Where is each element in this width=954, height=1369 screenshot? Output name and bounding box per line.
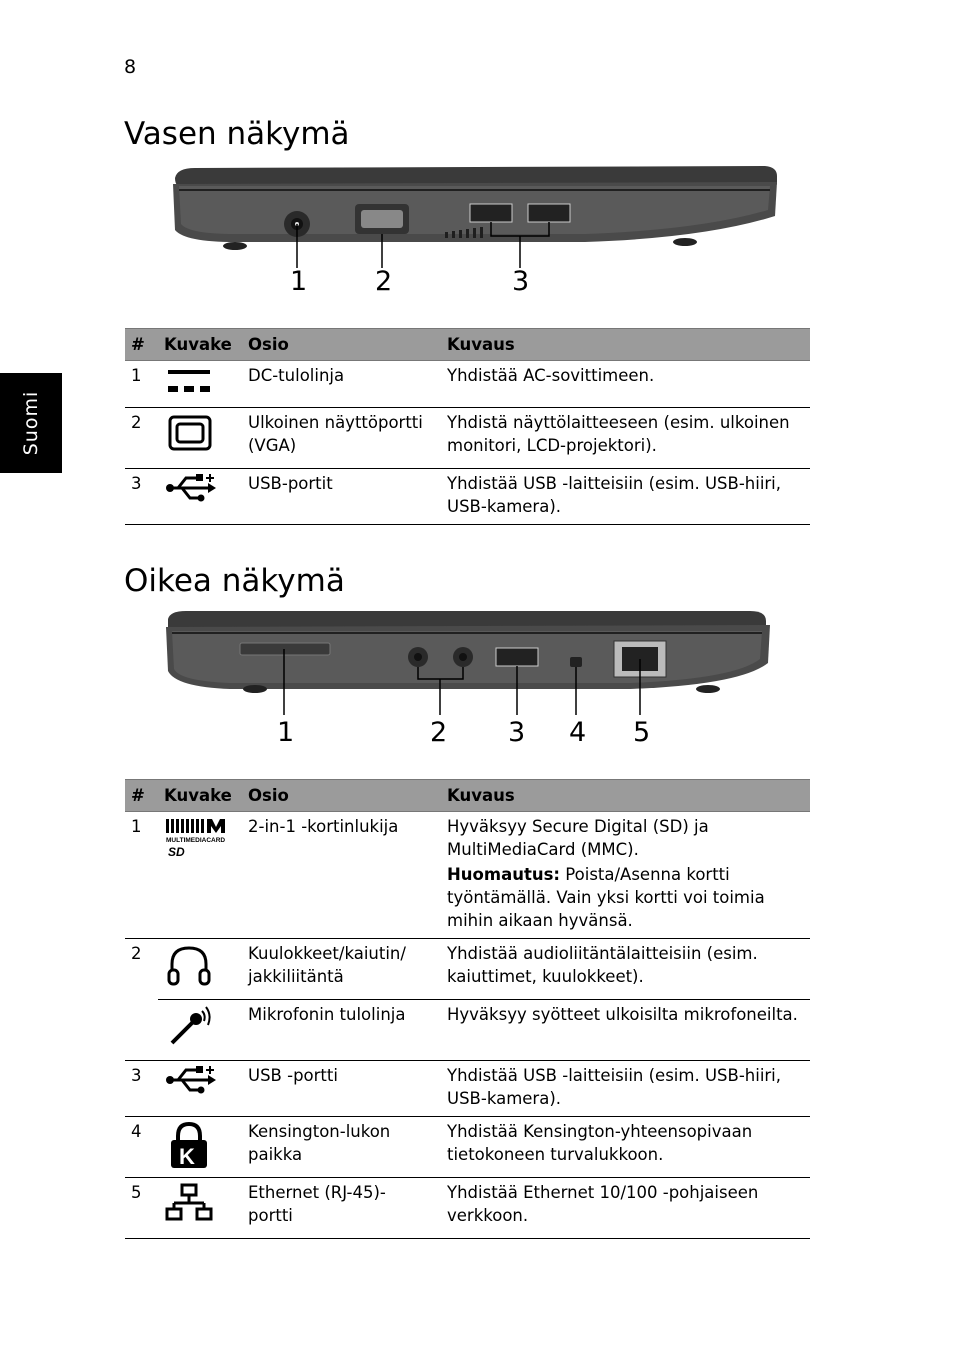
language-tab-label: Suomi bbox=[20, 390, 42, 456]
row-description: Hyväksyy syötteet ulkoisilta mikrofoneilta. bbox=[441, 1000, 810, 1061]
right-view-laptop-figure bbox=[160, 605, 775, 755]
col-header-section: Osio bbox=[242, 329, 441, 361]
row-description: Yhdistää AC-sovittimeen. bbox=[441, 361, 810, 408]
right-callout-2: 2 bbox=[430, 717, 448, 748]
dc-in-icon bbox=[158, 361, 242, 408]
row-number: 3 bbox=[125, 1061, 158, 1117]
table-row bbox=[125, 361, 810, 408]
table-row bbox=[125, 1117, 810, 1178]
kensington-lock-icon bbox=[158, 1117, 242, 1178]
row-description-cell bbox=[441, 812, 810, 939]
row-description: Yhdistää Ethernet 10/100 -pohjaiseen verkkoon. bbox=[441, 1178, 810, 1239]
sd-logo-text: SD bbox=[168, 845, 185, 859]
ethernet-icon bbox=[158, 1178, 242, 1239]
note-label: Huomautus: bbox=[447, 865, 561, 884]
col-header-icon: Kuvake bbox=[158, 329, 242, 361]
row-section: Ethernet (RJ-45)- portti bbox=[242, 1178, 441, 1239]
row-section: USB-portit bbox=[242, 469, 441, 525]
row-description: Yhdistää USB -laitteisiin (esim. USB-hiiri, USB-kamera). bbox=[441, 1061, 810, 1117]
row-description: Yhdistää Kensington-yhteensopivaan tietokoneen turvalukkoon. bbox=[441, 1117, 810, 1178]
right-callout-1: 1 bbox=[277, 717, 295, 748]
table-header-row bbox=[125, 329, 810, 361]
table-row bbox=[125, 469, 810, 525]
row-number: 4 bbox=[125, 1117, 158, 1178]
usb-icon bbox=[158, 1061, 242, 1117]
table-row bbox=[125, 939, 810, 1000]
row-note bbox=[447, 863, 804, 932]
right-callout-4: 4 bbox=[569, 717, 587, 748]
row-section: Kuulokkeet/kaiutin/ jakkiliitäntä bbox=[242, 939, 441, 1000]
language-tab bbox=[0, 373, 62, 473]
row-section: 2-in-1 -kortinlukija bbox=[242, 812, 441, 939]
row-section: DC-tulolinja bbox=[242, 361, 441, 408]
col-header-description: Kuvaus bbox=[441, 780, 810, 812]
left-view-title: Vasen näkymä bbox=[124, 116, 350, 152]
microphone-icon bbox=[158, 1000, 242, 1061]
row-description: Yhdistää audioliitäntälaitteisiin (esim. kaiuttimet, kuulokkeet). bbox=[441, 939, 810, 1000]
row-section: Ulkoinen näyttöportti (VGA) bbox=[242, 408, 441, 469]
table-row bbox=[125, 812, 810, 939]
right-callout-3: 3 bbox=[508, 717, 526, 748]
row-description: Hyväksyy Secure Digital (SD) ja MultiMediaCard (MMC). bbox=[447, 817, 709, 859]
col-header-num: # bbox=[125, 780, 158, 812]
row-section: Mikrofonin tulolinja bbox=[242, 1000, 441, 1061]
table-row bbox=[125, 408, 810, 469]
right-callout-5: 5 bbox=[633, 717, 651, 748]
mmc-logo-text: MULTIMEDIACARD bbox=[166, 837, 226, 844]
headphones-icon bbox=[158, 939, 242, 1000]
vga-icon bbox=[158, 408, 242, 469]
row-number: 1 bbox=[125, 361, 158, 408]
table-row bbox=[125, 1178, 810, 1239]
col-header-section: Osio bbox=[242, 780, 441, 812]
col-header-icon: Kuvake bbox=[158, 780, 242, 812]
table-row bbox=[125, 1000, 810, 1061]
left-callout-3: 3 bbox=[512, 266, 530, 297]
usb-icon bbox=[158, 469, 242, 525]
row-number: 1 bbox=[125, 812, 158, 939]
row-number: 5 bbox=[125, 1178, 158, 1239]
left-callout-1: 1 bbox=[290, 266, 308, 297]
row-description: Yhdistää USB -laitteisiin (esim. USB-hiiri, USB-kamera). bbox=[441, 469, 810, 525]
row-number: 3 bbox=[125, 469, 158, 525]
row-number: 2 bbox=[125, 408, 158, 469]
table-header-row bbox=[125, 780, 810, 812]
col-header-num: # bbox=[125, 329, 158, 361]
left-callout-2: 2 bbox=[375, 266, 393, 297]
row-section: Kensington-lukon paikka bbox=[242, 1117, 441, 1178]
row-description: Yhdistä näyttölaitteeseen (esim. ulkoinen monitori, LCD-projektori). bbox=[441, 408, 810, 469]
row-section: USB -portti bbox=[242, 1061, 441, 1117]
table-row bbox=[125, 1061, 810, 1117]
page-number: 8 bbox=[124, 56, 137, 78]
right-view-title: Oikea näkymä bbox=[124, 563, 345, 599]
note-text: Poista/Asenna kortti työntämällä. Vain yksi kortti voi toimia mihin aikaan hyvänsä. bbox=[447, 865, 765, 930]
left-view-table bbox=[125, 328, 810, 525]
card-reader-icon bbox=[158, 812, 242, 939]
kensington-letter: K bbox=[179, 1144, 195, 1169]
row-number: 2 bbox=[125, 939, 158, 1061]
col-header-description: Kuvaus bbox=[441, 329, 810, 361]
left-view-laptop-figure bbox=[165, 160, 785, 300]
right-view-table bbox=[125, 779, 810, 1239]
